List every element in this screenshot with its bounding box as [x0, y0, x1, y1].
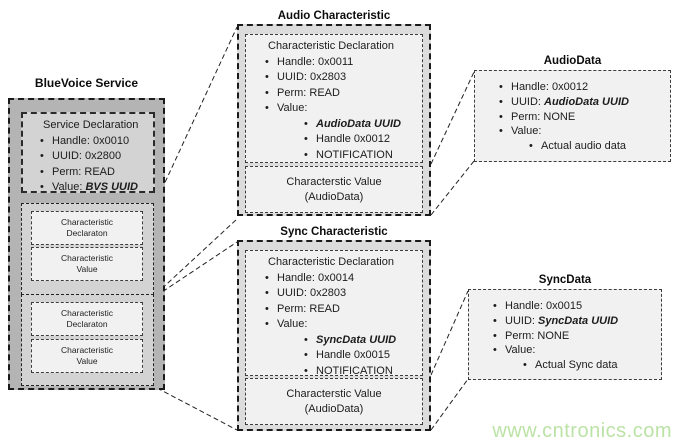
- audio-declaration-heading: Characteristic Declaration: [268, 40, 394, 52]
- group2-value-line1: Characteristic: [61, 345, 113, 355]
- audiodata-handle: • Handle: 0x0012: [497, 80, 668, 95]
- service-declaration-heading: Service Declaration: [43, 119, 139, 131]
- group1-characteristic-declaration-box: [31, 211, 143, 245]
- syncdata-handle: • Handle: 0x0015: [491, 299, 659, 314]
- bvs-uuid-value: BVS UUID: [85, 181, 138, 193]
- group2-characteristic-declaration-box: [31, 302, 143, 336]
- audio-uuid: • UUID: 0x2803: [263, 70, 420, 86]
- connector-group2-sync-top: [156, 242, 237, 296]
- syncdata-title: SyncData: [538, 274, 592, 286]
- audiodata-perm: • Perm: NONE: [497, 110, 668, 125]
- audio-handle: • Handle: 0x0011: [263, 55, 420, 71]
- group2-decl-line2: Declaraton: [66, 319, 108, 329]
- audiodata-uuid: • UUID: AudioData UUID: [497, 95, 668, 110]
- group1-value-line2: Value: [76, 264, 98, 274]
- sync-value-box-line1: Characterstic Value: [286, 388, 382, 400]
- audiodata-value-item: • Actual audio data: [527, 139, 668, 154]
- sync-characteristic-title: Sync Characteristic: [280, 226, 388, 238]
- syncdata-value-label: • Value:: [491, 343, 659, 358]
- audio-perm: • Perm: READ: [263, 86, 420, 102]
- sync-value-box-line2: (AudioData): [304, 403, 364, 415]
- audiodata-box: [474, 70, 671, 162]
- audiodata-value-label: • Value:: [497, 124, 668, 139]
- audio-characteristic-title: Audio Characteristic: [277, 10, 391, 22]
- watermark: www.cntronics.com: [492, 420, 672, 442]
- service-uuid: • UUID: 0x2800: [38, 149, 151, 165]
- audiodata-title: AudioData: [543, 55, 602, 67]
- connector-sync-syncdata-top: [431, 291, 468, 375]
- connector-audio-audiodata-top: [431, 72, 474, 164]
- sync-characteristic-value-box: [245, 378, 423, 425]
- group2-value-line2: Value: [76, 356, 98, 366]
- group1-characteristic-value-box: [31, 247, 143, 281]
- group1-decl-line2: Declaraton: [66, 228, 108, 238]
- audio-value-notification: • NOTIFICATION: [302, 148, 420, 164]
- audio-value-uuid: • AudioData UUID: [302, 117, 420, 133]
- syncdata-perm: • Perm: NONE: [491, 329, 659, 344]
- group1-decl-line1: Characteristic: [61, 217, 113, 227]
- syncdata-box: [468, 289, 662, 380]
- sync-declaration-box: [245, 250, 423, 376]
- sync-value-uuid: • SyncData UUID: [302, 333, 420, 349]
- connector-audio-audiodata-bottom: [431, 161, 474, 215]
- connector-group2-sync-bottom: [157, 388, 237, 430]
- sync-perm: • Perm: READ: [263, 302, 420, 318]
- sync-value-label: • Value:: [263, 317, 420, 333]
- audio-value-handle: • Handle 0x0012: [302, 132, 420, 148]
- sync-declaration-heading: Characteristic Declaration: [268, 256, 394, 268]
- sync-value-handle: • Handle 0x0015: [302, 348, 420, 364]
- service-perm: • Perm: READ: [38, 165, 151, 181]
- sync-uuid: • UUID: 0x2803: [263, 286, 420, 302]
- syncdata-value-item: • Actual Sync data: [521, 358, 659, 373]
- group2-characteristic-value-box: [31, 339, 143, 373]
- audio-value-box-line2: (AudioData): [304, 191, 364, 203]
- connector-group1-audio-top: [155, 27, 237, 204]
- sync-handle: • Handle: 0x0014: [263, 271, 420, 287]
- group1-value-line1: Characteristic: [61, 253, 113, 263]
- connector-sync-syncdata-bottom: [431, 379, 468, 430]
- syncdata-uuid: • UUID: SyncData UUID: [491, 314, 659, 329]
- audio-value-label: • Value:: [263, 101, 420, 117]
- bluevoice-service-title: BlueVoice Service: [34, 76, 139, 90]
- group2-decl-line1: Characteristic: [61, 308, 113, 318]
- audio-value-box-line1: Characterstic Value: [286, 176, 382, 188]
- sync-value-notification: • NOTIFICATION: [302, 364, 420, 380]
- audio-declaration-box: [245, 34, 423, 163]
- audio-characteristic-value-box: [245, 166, 423, 213]
- service-handle: • Handle: 0x0010: [38, 134, 151, 150]
- service-value: • Value: BVS UUID: [38, 180, 151, 196]
- service-declaration-box: [21, 112, 155, 193]
- connector-group1-audio-bottom: [156, 219, 237, 294]
